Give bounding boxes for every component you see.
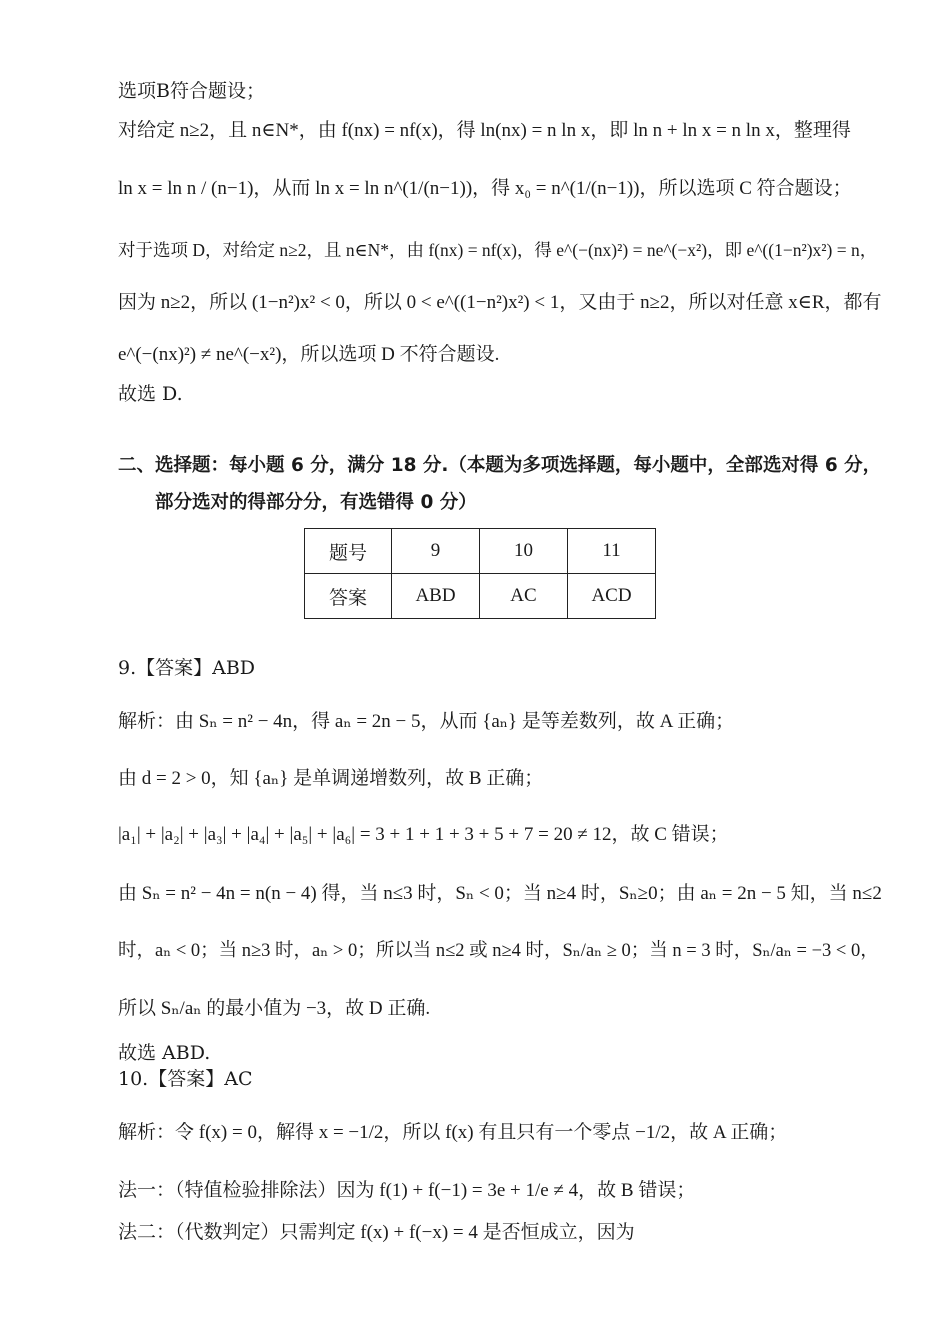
table-cell: 题号 — [305, 529, 392, 574]
text-line: 解析：由 Sₙ = n² − 4n，得 aₙ = 2n − 5，从而 {aₙ} 是等差数列，故 A 正确； — [118, 711, 735, 732]
table-row — [305, 529, 656, 574]
text-line: 对给定 n≥2，且 n∈N*，由 f(nx) = nf(x)，得 ln(nx) = n ln x，即 ln n + ln x = n ln x，整理得 — [118, 120, 851, 141]
table-cell: ACD — [568, 574, 656, 619]
text-line: 法一：（特值检验排除法）因为 f(1) + f(−1) = 3e + 1/e ≠ 4，故 B 错误； — [118, 1180, 696, 1201]
answer-heading: 10.【答案】AC — [118, 1068, 253, 1090]
table-row — [305, 574, 656, 619]
table-cell: AC — [480, 574, 568, 619]
text-line: |a₁| + |a₂| + |a₃| + |a₄| + |a₅| + |a₆| = 3 + 1 + 1 + 3 + 5 + 7 = 20 ≠ 12，故 C 错误； — [118, 824, 729, 845]
table-cell: 9 — [392, 529, 480, 574]
text-line: 故选 D. — [118, 383, 183, 405]
section-heading-continued: 部分选对的得部分分，有选错得 0 分） — [155, 492, 477, 513]
text-line: 故选 ABD. — [118, 1042, 211, 1064]
text-line: 法二：（代数判定）只需判定 f(x) + f(−x) = 4 是否恒成立，因为 — [118, 1222, 635, 1243]
text-line: 由 d = 2 > 0，知 {aₙ} 是单调递增数列，故 B 正确； — [118, 768, 544, 789]
text-line: 对于选项 D，对给定 n≥2，且 n∈N*，由 f(nx) = nf(x)，得 e^(−(nx)²) = ne^(−x²)，即 e^((1−n²)x²) = n， — [118, 240, 878, 260]
text-line: 因为 n≥2，所以 (1−n²)x² < 0，所以 0 < e^((1−n²)x²) < 1，又由于 n≥2，所以对任意 x∈R，都有 — [118, 292, 882, 313]
answer-heading: 9.【答案】ABD — [118, 657, 256, 679]
text-line: 由 Sₙ = n² − 4n = n(n − 4) 得，当 n≤3 时，Sₙ < 0；当 n≥4 时，Sₙ≥0；由 aₙ = 2n − 5 知，当 n≤2 — [118, 883, 882, 904]
text-line: ln x = ln n / (n−1)，从而 ln x = ln n^(1/(n−1))，得 x₀ = n^(1/(n−1))，所以选项 C 符合题设； — [118, 178, 852, 199]
text-line: e^(−(nx)²) ≠ ne^(−x²)，所以选项 D 不符合题设. — [118, 344, 500, 365]
text-line: 所以 Sₙ/aₙ 的最小值为 −3，故 D 正确. — [118, 998, 431, 1019]
table-cell: ABD — [392, 574, 480, 619]
text-line: 解析：令 f(x) = 0，解得 x = −1/2，所以 f(x) 有且只有一个零点 −1/2，故 A 正确； — [118, 1122, 788, 1143]
section-heading: 二、选择题：每小题 6 分，满分 18 分.（本题为多项选择题，每小题中，全部选对得 6 分， — [118, 455, 882, 476]
table-cell: 11 — [568, 529, 656, 574]
text-line: 选项B符合题设； — [118, 80, 265, 102]
answer-table — [304, 528, 656, 619]
table-cell: 10 — [480, 529, 568, 574]
text-line: 时，aₙ < 0；当 n≥3 时，aₙ > 0；所以当 n≤2 或 n≥4 时，Sₙ/aₙ ≥ 0；当 n = 3 时，Sₙ/aₙ = −3 < 0， — [118, 941, 879, 961]
table-cell: 答案 — [305, 574, 392, 619]
